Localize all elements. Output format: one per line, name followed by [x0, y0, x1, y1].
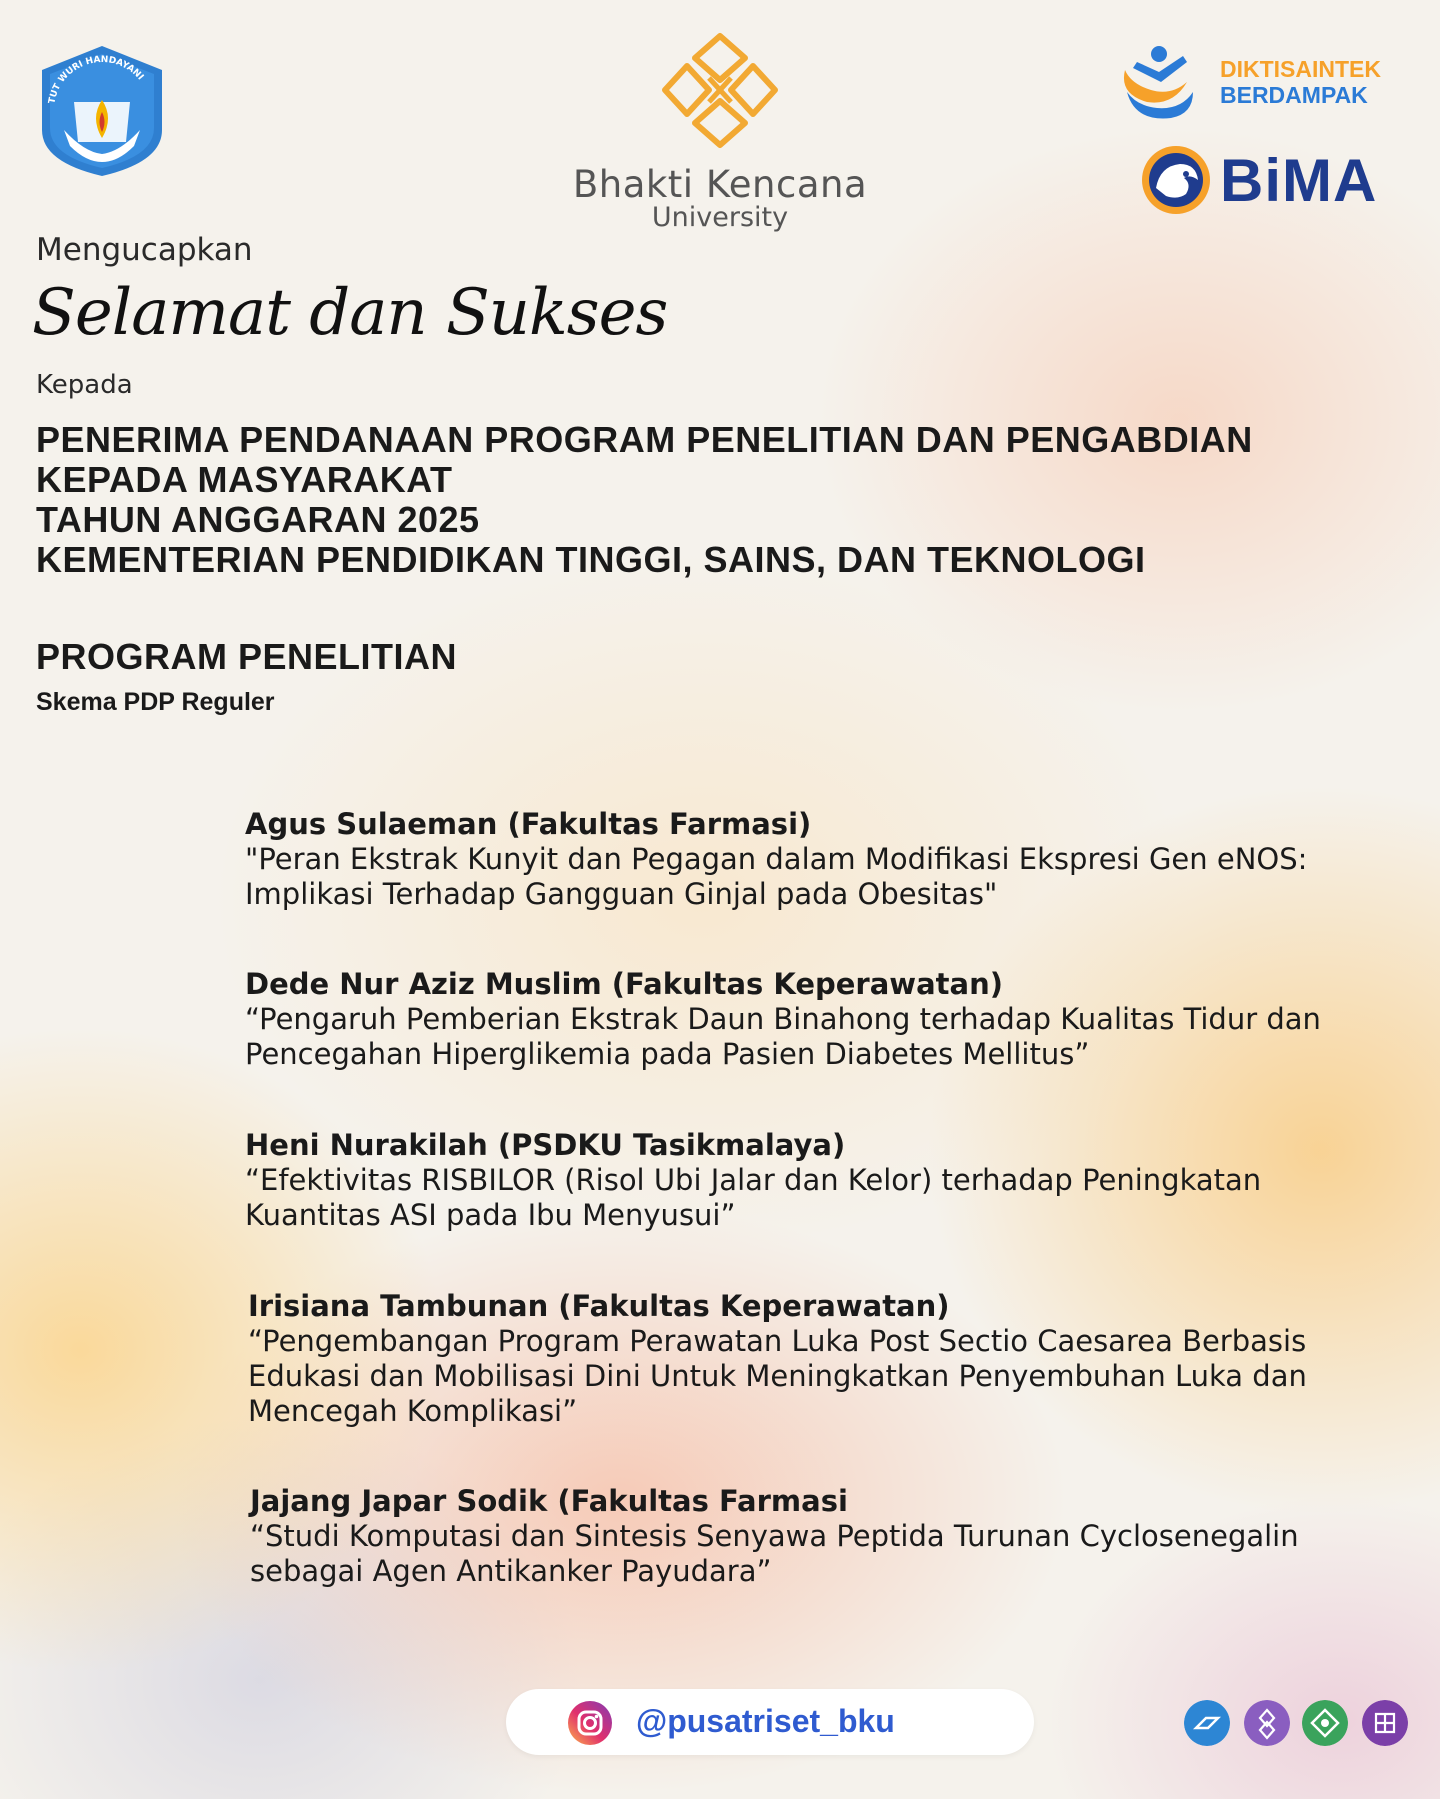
research-title-line: sebagai Agen Antikanker Payudara” — [250, 1554, 772, 1588]
recipient-entry — [245, 1127, 1395, 1233]
research-title-line: Pencegahan Hiperglikemia pada Pasien Diabetes Mellitus” — [245, 1037, 1090, 1071]
diktisaintek-wordmark — [1220, 56, 1381, 108]
university-subtitle: University — [651, 202, 789, 233]
green-badge-icon — [1302, 1700, 1348, 1746]
research-title-line: “Pengembangan Program Perawatan Luka Post Sectio Caesarea Berbasis — [248, 1324, 1307, 1358]
research-title-line: “Efektivitas RISBILOR (Risol Ubi Jalar dan Kelor) terhadap Peningkatan — [245, 1163, 1262, 1197]
university-name: Bhakti Kencana — [572, 163, 868, 206]
diktisaintek-icon — [1117, 40, 1197, 125]
script-heading: Selamat dan Sukses — [32, 276, 668, 350]
research-title-line: Edukasi dan Mobilisasi Dini Untuk Meningkatkan Penyembuhan Luka dan — [248, 1359, 1307, 1393]
recipient-entry — [250, 1483, 1400, 1589]
bima-wordmark: BiMA — [1220, 147, 1378, 214]
research-title-line: “Pengaruh Pemberian Ekstrak Daun Binahong terhadap Kualitas Tidur dan — [245, 1002, 1321, 1036]
main-title-line: TAHUN ANGGARAN 2025 — [36, 499, 480, 540]
research-title-line: Implikasi Terhadap Gangguan Ginjal pada Obesitas" — [245, 877, 998, 911]
recipient-name: Heni Nurakilah (PSDKU Tasikmalaya) — [245, 1128, 846, 1162]
instagram-icon — [568, 1701, 612, 1745]
recipient-name: Agus Sulaeman (Fakultas Farmasi) — [245, 807, 812, 841]
kepada-text: Kepada — [36, 370, 133, 400]
main-title-line: PENERIMA PENDANAAN PROGRAM PENELITIAN DAN PENGABDIAN — [36, 419, 1253, 460]
main-title-line: KEMENTERIAN PENDIDIKAN TINGGI, SAINS, DAN TEKNOLOGI — [36, 539, 1146, 580]
purple-badge-icon — [1244, 1700, 1290, 1746]
program-heading: PROGRAM PENELITIAN — [36, 636, 458, 677]
greeting-text: Mengucapkan — [36, 232, 253, 268]
recipient-name: Jajang Japar Sodik (Fakultas Farmasi — [250, 1484, 848, 1518]
recipient-name: Irisiana Tambunan (Fakultas Keperawatan) — [248, 1289, 950, 1323]
tut-wuri-handayani-logo — [34, 42, 170, 178]
research-title-line: "Peran Ekstrak Kunyit dan Pegagan dalam Modifikasi Ekspresi Gen eNOS: — [245, 842, 1308, 876]
instagram-handle[interactable]: @pusatriset_bku — [636, 1703, 895, 1739]
recipient-name: Dede Nur Aziz Muslim (Fakultas Keperawatan) — [245, 967, 1003, 1001]
bhakti-kencana-logo-mark — [655, 28, 785, 153]
dikti-line-2: BERDAMPAK — [1220, 82, 1368, 108]
bima-icon — [1140, 144, 1212, 216]
blue-badge-icon — [1184, 1700, 1230, 1746]
recipient-entry — [245, 806, 1395, 912]
dikti-line-1: DIKTISAINTEK — [1220, 56, 1381, 82]
research-title-line: Kuantitas ASI pada Ibu Menyusui” — [245, 1198, 736, 1232]
scheme-label: Skema PDP Reguler — [36, 688, 275, 716]
tutwuri-motto: TUT WURI HANDAYANI — [47, 54, 146, 105]
research-title-line: “Studi Komputasi dan Sintesis Senyawa Peptida Turunan Cyclosenegalin — [250, 1519, 1299, 1553]
main-title — [36, 420, 1396, 580]
instagram-pill[interactable] — [506, 1689, 1034, 1755]
research-title-line: Mencegah Komplikasi” — [248, 1394, 578, 1428]
main-title-line: KEPADA MASYARAKAT — [36, 459, 453, 500]
recipient-entry — [245, 966, 1395, 1072]
recipient-entry — [248, 1288, 1398, 1429]
violet-badge-icon — [1362, 1700, 1408, 1746]
